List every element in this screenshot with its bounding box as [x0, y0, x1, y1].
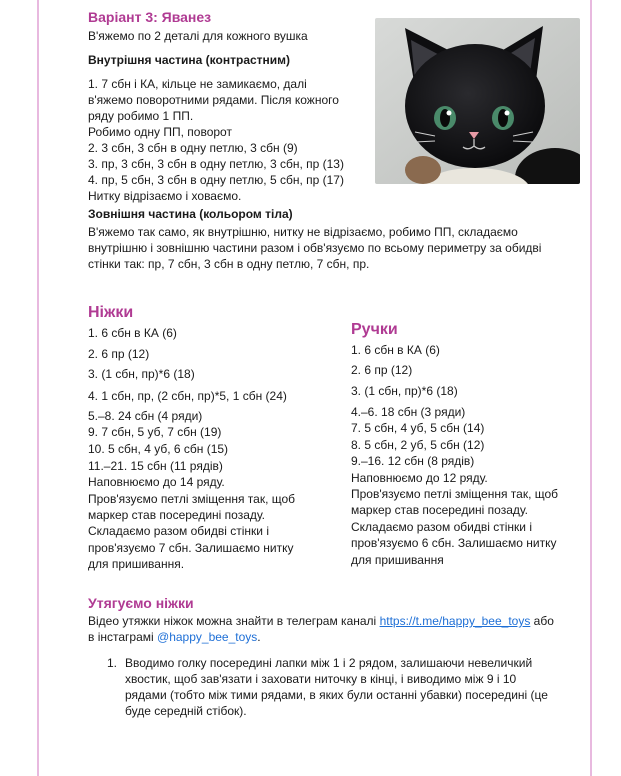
arms-line: Наповнюємо до 12 ряду.	[351, 471, 488, 485]
pull-legs-paragraph-line-1	[88, 613, 554, 629]
pull-text: Відео утяжки ніжок можна знайти в телеграм каналі	[88, 614, 380, 628]
legs-line: Пров'язуємо петлі зміщення так, щоб	[88, 492, 296, 506]
pull-legs-paragraph-line-2	[88, 629, 261, 645]
step-line: буде середній стібок).	[125, 704, 247, 718]
pull-legs-title: Утягуємо ніжки	[88, 595, 194, 611]
cat-photo	[375, 18, 580, 184]
arms-line: пров'язуємо 6 сбн. Залишаємо нитку	[351, 536, 557, 550]
arms-line: для пришивання	[351, 553, 444, 567]
arms-title: Ручки	[351, 321, 398, 338]
pull-text: .	[257, 630, 261, 644]
arms-line: 3. (1 сбн, пр)*6 (18)	[351, 384, 458, 398]
page-border-right	[590, 0, 592, 776]
legs-line: 10. 5 сбн, 4 уб, 6 сбн (15)	[88, 442, 229, 456]
legs-title: Ніжки	[88, 304, 134, 321]
legs-line: 2. 6 пр (12)	[88, 347, 150, 361]
inner-line: Робимо одну ПП, поворот	[88, 125, 232, 139]
arms-line: 7. 5 сбн, 4 уб, 5 сбн (14)	[351, 421, 485, 435]
legs-line: 4. 1 сбн, пр, (2 сбн, пр)*5, 1 сбн (24)	[88, 389, 287, 403]
legs-line: маркер став посередині позаду.	[88, 508, 266, 522]
legs-line: 11.–21. 15 сбн (11 рядів)	[88, 459, 223, 473]
arms-line: 1. 6 сбн в КА (6)	[351, 343, 440, 357]
arms-line: 9.–16. 12 сбн (8 рядів)	[351, 454, 475, 468]
step-number: 1.	[107, 656, 118, 670]
pull-text: в інстаграмі	[88, 630, 158, 644]
arms-line: маркер став посередині позаду.	[351, 503, 529, 517]
legs-line: 5.–8. 24 сбн (4 ряди)	[88, 409, 203, 423]
arms-line: Пров'язуємо петлі зміщення так, щоб	[351, 487, 559, 501]
outer-part-title: Зовнішня частина (кольором тіла)	[88, 207, 293, 221]
pull-text: або	[530, 614, 554, 628]
variant-title: Варіант 3: Яванез	[88, 9, 212, 25]
legs-line: пров'язуємо 7 сбн. Залишаємо нитку	[88, 541, 294, 555]
outer-line: В'яжемо так само, як внутрішню, нитку не відрізаємо, робимо ПП, складаємо	[88, 225, 518, 239]
telegram-link[interactable]: https://t.me/happy_bee_toys	[379, 614, 531, 628]
inner-line: 3. пр, 3 сбн, 3 сбн в одну петлю, 3 сбн, пр (13)	[88, 157, 344, 171]
inner-line: 2. 3 сбн, 3 сбн в одну петлю, 3 сбн (9)	[88, 141, 298, 155]
inner-part-title: Внутрішня частина (контрастним)	[88, 53, 291, 67]
arms-line: Складаємо разом обидві стінки і	[351, 520, 532, 534]
instagram-handle[interactable]: @happy_bee_toys	[157, 630, 258, 644]
outer-line: стінки так: пр, 7 сбн, 3 сбн в одну петлю, 7 сбн, пр.	[88, 257, 370, 271]
page-border-left	[37, 0, 39, 776]
step-line: рядами (тобто між тими рядами, в яких були останні убавки) посередині (це	[125, 688, 548, 702]
legs-line: для пришивання.	[88, 557, 185, 571]
inner-line: ряду робимо 1 ПП.	[88, 109, 194, 123]
arms-line: 8. 5 сбн, 2 уб, 5 сбн (12)	[351, 438, 485, 452]
inner-line: 1. 7 сбн і КА, кільце не замикаємо, далі	[88, 77, 307, 91]
step-line: Вводимо голку посередині лапки між 1 і 2 рядом, залишаючи невеличкий	[125, 656, 533, 670]
outer-line: внутрішню і зовнішню частини разом і обв'язуємо по всьому периметру за обидві	[88, 241, 542, 255]
arms-line: 2. 6 пр (12)	[351, 363, 413, 377]
intro-text: В'яжемо по 2 деталі для кожного вушка	[88, 29, 308, 43]
legs-line: 1. 6 сбн в КА (6)	[88, 326, 177, 340]
inner-line: Нитку відрізаємо і ховаємо.	[88, 189, 242, 203]
legs-line: Наповнюємо до 14 ряду.	[88, 475, 225, 489]
legs-line: 9. 7 сбн, 5 уб, 7 сбн (19)	[88, 425, 222, 439]
inner-line: в'яжемо поворотними рядами. Після кожного	[88, 93, 339, 107]
inner-line: 4. пр, 5 сбн, 3 сбн в одну петлю, 5 сбн, пр (17)	[88, 173, 344, 187]
arms-line: 4.–6. 18 сбн (3 ряди)	[351, 405, 466, 419]
legs-line: Складаємо разом обидві стінки і	[88, 524, 269, 538]
step-line: хвостик, щоб зав'язати і заховати ниточку в кінці, і виводимо між 9 і 10	[125, 672, 517, 686]
legs-line: 3. (1 сбн, пр)*6 (18)	[88, 367, 195, 381]
